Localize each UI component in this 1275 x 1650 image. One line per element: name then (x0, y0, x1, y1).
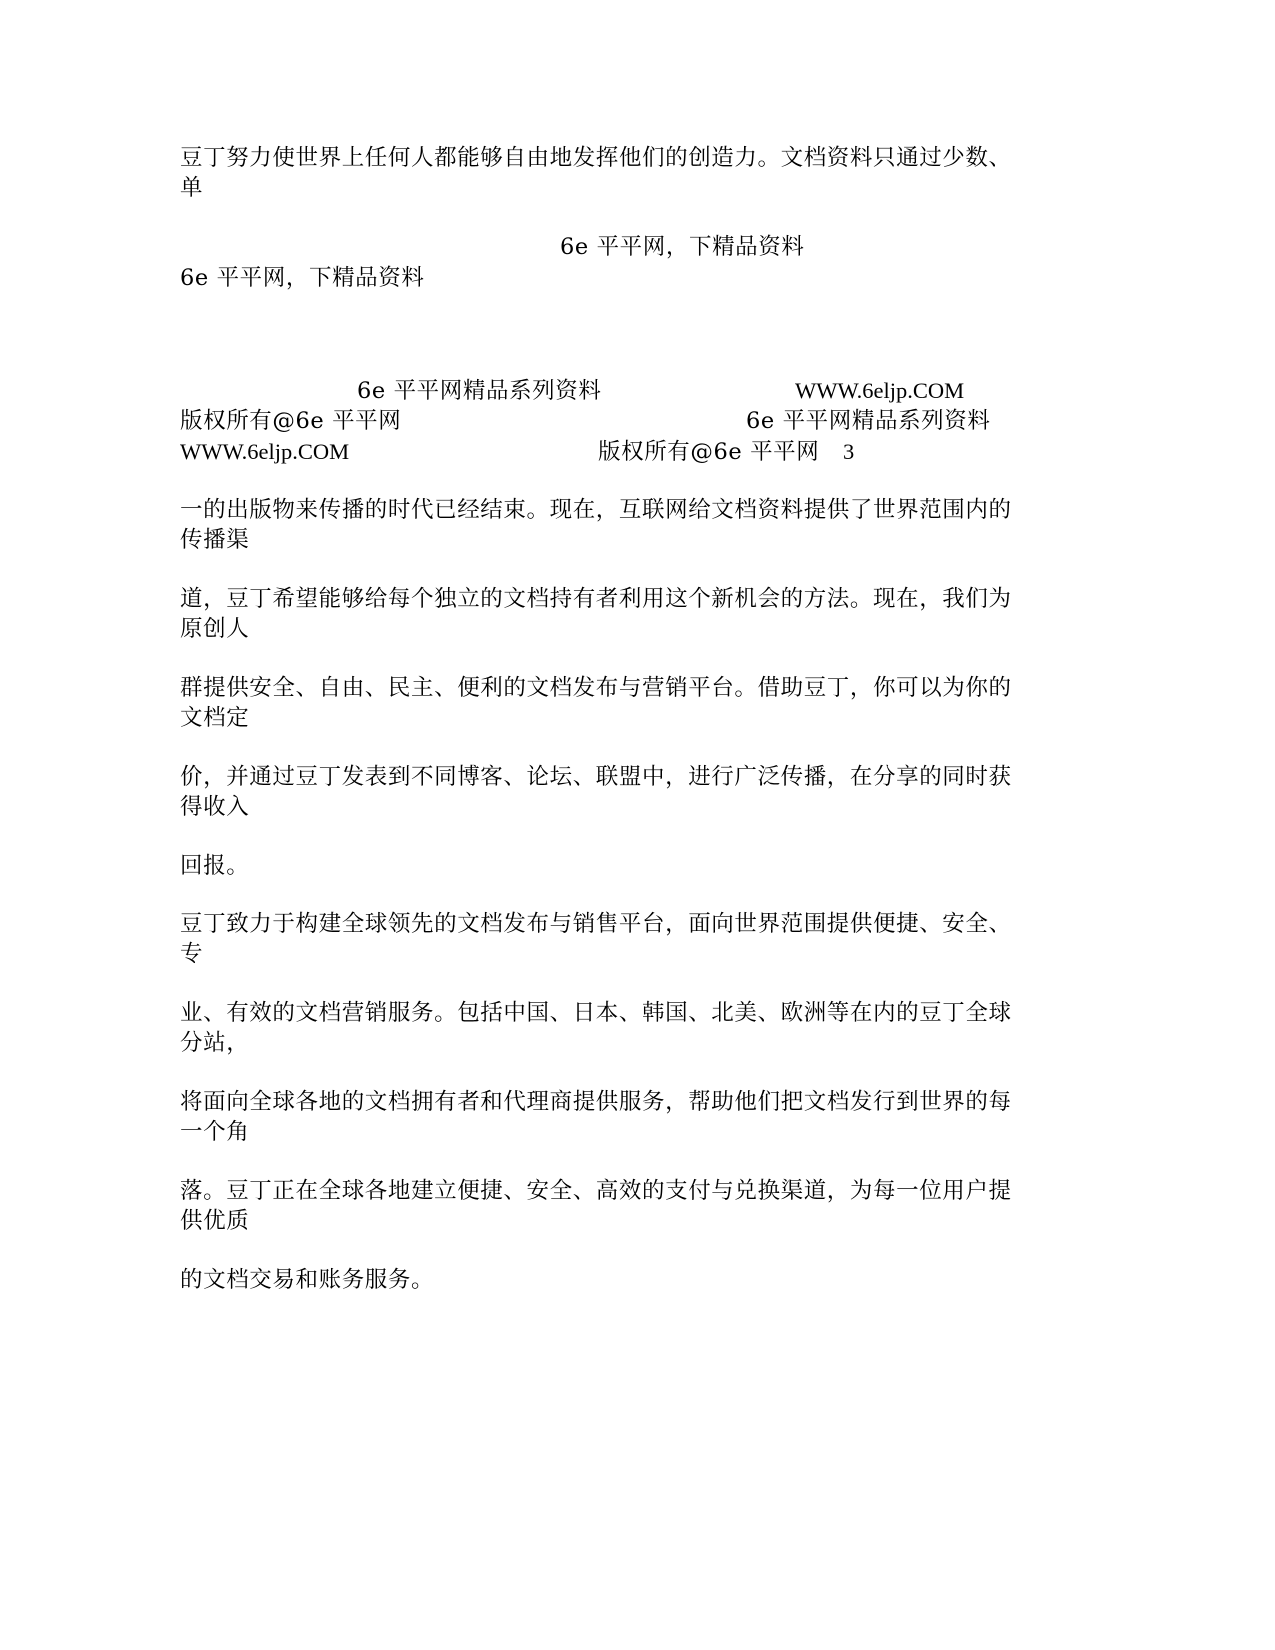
paragraph-2-line-a: 道，豆丁希望能够给每个独立的文档持有者利用这个新机会的方法。现在，我们为 (180, 586, 1012, 612)
paragraph-9-line-a: 落。豆丁正在全球各地建立便捷、安全、高效的支付与兑换渠道，为每一位用户提 (180, 1178, 1012, 1204)
paragraph-8-line-b: 一个角 (180, 1119, 250, 1145)
paragraph-9-line-b: 供优质 (180, 1208, 250, 1234)
paragraph-6-line-a: 豆丁致力于构建全球领先的文档发布与销售平台，面向世界范围提供便捷、安全、 (180, 911, 1012, 937)
paragraph-4-line-a: 价，并通过豆丁发表到不同博客、论坛、联盟中，进行广泛传播，在分享的同时获 (180, 764, 1012, 790)
paragraph-6-line-b: 专 (180, 941, 204, 967)
page-number: 3 (843, 439, 855, 464)
paragraph-7-line-a: 业、有效的文档营销服务。包括中国、日本、韩国、北美、欧洲等在内的豆丁全球 (180, 1000, 1012, 1026)
paragraph-7-line-b: 分站， (180, 1030, 250, 1056)
watermark-left-line: 6e 平平网，下精品资料 (180, 265, 425, 291)
paragraph-3-line-b: 文档定 (180, 705, 250, 731)
watermark-url-1: WWW.6eljp.COM (795, 378, 965, 403)
watermark-copyright-1: 版权所有@6e 平平网 (180, 408, 402, 434)
watermark-series-1: 6e 平平网精品系列资料 (357, 378, 602, 404)
intro-line-2: 单 (180, 175, 204, 201)
watermark-series-2: 6e 平平网精品系列资料 (746, 408, 991, 434)
watermark-copyright-2: 版权所有@6e 平平网 (598, 439, 820, 465)
paragraph-1-line-a: 一的出版物来传播的时代已经结束。现在，互联网给文档资料提供了世界范围内的 (180, 497, 1012, 523)
paragraph-10-line-a: 的文档交易和账务服务。 (180, 1267, 435, 1293)
paragraph-1-line-b: 传播渠 (180, 527, 250, 553)
paragraph-8-line-a: 将面向全球各地的文档拥有者和代理商提供服务，帮助他们把文档发行到世界的每 (180, 1089, 1012, 1115)
intro-line-1: 豆丁努力使世界上任何人都能够自由地发挥他们的创造力。文档资料只通过少数、 (180, 145, 1012, 171)
watermark-url-2: WWW.6eljp.COM (180, 439, 350, 464)
paragraph-5-line-a: 回报。 (180, 853, 250, 879)
watermark-center-line: 6e 平平网，下精品资料 (560, 234, 805, 260)
paragraph-2-line-b: 原创人 (180, 616, 250, 642)
paragraph-4-line-b: 得收入 (180, 794, 250, 820)
paragraph-3-line-a: 群提供安全、自由、民主、便利的文档发布与营销平台。借助豆丁，你可以为你的 (180, 675, 1012, 701)
